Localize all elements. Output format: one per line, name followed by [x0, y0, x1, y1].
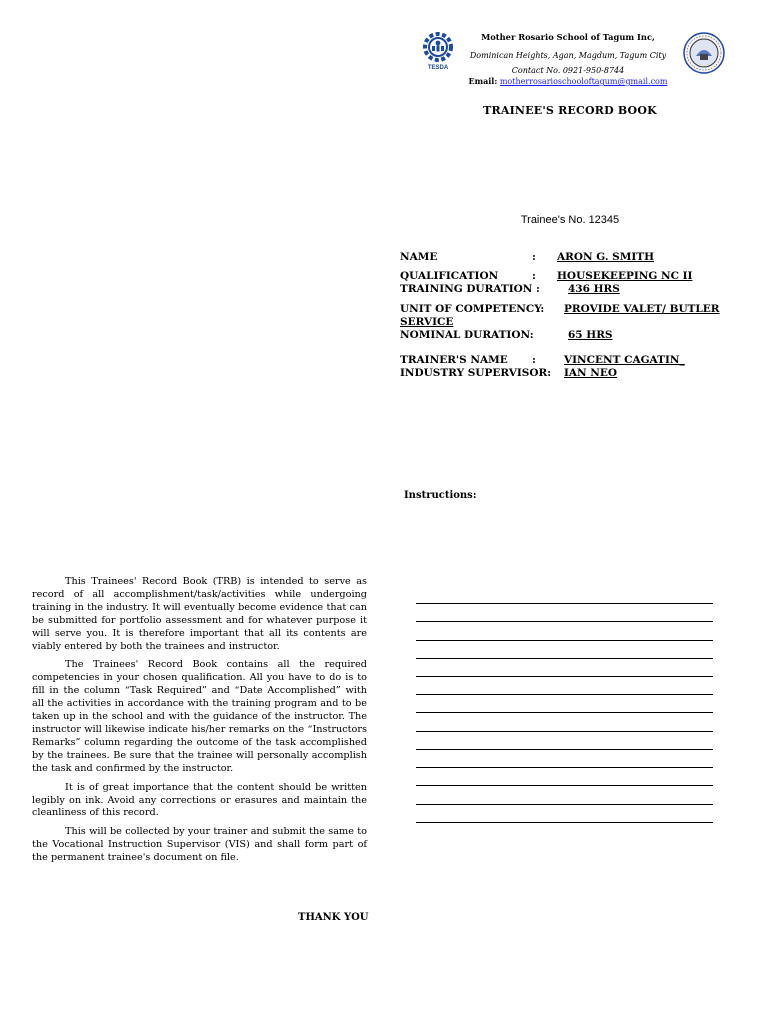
school-address: Dominican Heights, Agan, Magdum, Tagum City — [469, 51, 667, 60]
paragraph: It is of great importance that the content should be written legibly on ink. Avoid any corrections or erasures and maintain the cleanliness of this record. — [32, 781, 367, 819]
school-seal-icon — [683, 32, 725, 74]
school-contact: Contact No. 0921-950-8744 — [511, 66, 625, 75]
tesda-logo-text: TESDA — [427, 65, 449, 71]
name-label: NAME — [400, 251, 438, 263]
qualification-value: HOUSEKEEPING NC II — [557, 270, 693, 282]
trainer-name-colon: : — [532, 354, 536, 366]
school-email-row — [448, 76, 688, 86]
training-duration-label: TRAINING DURATION : — [400, 283, 540, 295]
blank-line — [416, 804, 713, 805]
blank-line — [416, 640, 713, 641]
blank-line — [416, 712, 713, 713]
trainer-name-value: VINCENT CAGATIN_ — [564, 354, 685, 366]
qualification-colon: : — [532, 270, 536, 282]
page-title: TRAINEE'S RECORD BOOK — [483, 104, 657, 117]
unit-of-competency-value-cont: SERVICE — [400, 316, 454, 328]
unit-of-competency-label: UNIT OF COMPETENCY: — [400, 303, 545, 315]
blank-line — [416, 767, 713, 768]
paragraph: This Trainees' Record Book (TRB) is intended to serve as record of all accomplishment/task/activities while undergoing training in the industry. It will eventually become evidence that can be submitted for portfolio assessment and for whatever purpose it will serve you. It is therefore important that all its contents are viably entered by both the trainees and instructor. — [32, 576, 367, 652]
blank-line — [416, 694, 713, 695]
industry-supervisor-label: INDUSTRY SUPERVISOR: — [400, 367, 552, 379]
blank-line — [416, 731, 713, 732]
nominal-duration-value: 65 HRS — [568, 329, 613, 341]
thank-you: THANK YOU — [298, 912, 369, 923]
school-name: Mother Rosario School of Tagum Inc, — [481, 32, 655, 42]
email-label: Email: — [468, 76, 498, 86]
training-duration-value: 436 HRS — [568, 283, 620, 295]
nominal-duration-label: NOMINAL DURATION: — [400, 329, 534, 341]
blank-line — [416, 676, 713, 677]
industry-supervisor-value: IAN NEO — [564, 367, 618, 379]
blank-line — [416, 603, 713, 604]
blank-line — [416, 749, 713, 750]
blank-line — [416, 822, 713, 823]
paragraph: This will be collected by your trainer and submit the same to the Vocational Instruction Supervisor (VIS) and shall form part of the permanent trainee's document on file. — [32, 826, 367, 864]
email-link[interactable]: motherrosarioschooloftagum@gmail.com — [499, 77, 668, 86]
trainer-name-label: TRAINER'S NAME — [400, 354, 508, 366]
blank-line — [416, 658, 713, 659]
blank-line — [416, 621, 713, 622]
blank-line — [416, 785, 713, 786]
trainee-number: Trainee's No. 12345 — [520, 214, 620, 226]
school-seal-logo — [683, 32, 725, 74]
qualification-label: QUALIFICATION — [400, 270, 499, 282]
instructions-label: Instructions: — [404, 490, 477, 501]
paragraph: The Trainees' Record Book contains all the required competencies in your chosen qualification. All you have to do is to fill in the column “Task Required” and “Date Accomplished” with all the activities in accordance with the training program and to be taken up in the school and with the guidance of the instructor. The instructor will likewise indicate his/her remarks on the “Instructors Remarks” column regarding the outcome of the task accomplished by the trainees. Be sure that the trainee will personally accomplish the task and confirmed by the instructor. — [32, 659, 367, 774]
instructions-body — [32, 576, 367, 871]
unit-of-competency-value: PROVIDE VALET/ BUTLER — [564, 303, 720, 315]
name-colon: : — [532, 251, 536, 263]
name-value: ARON G. SMITH — [557, 251, 655, 263]
